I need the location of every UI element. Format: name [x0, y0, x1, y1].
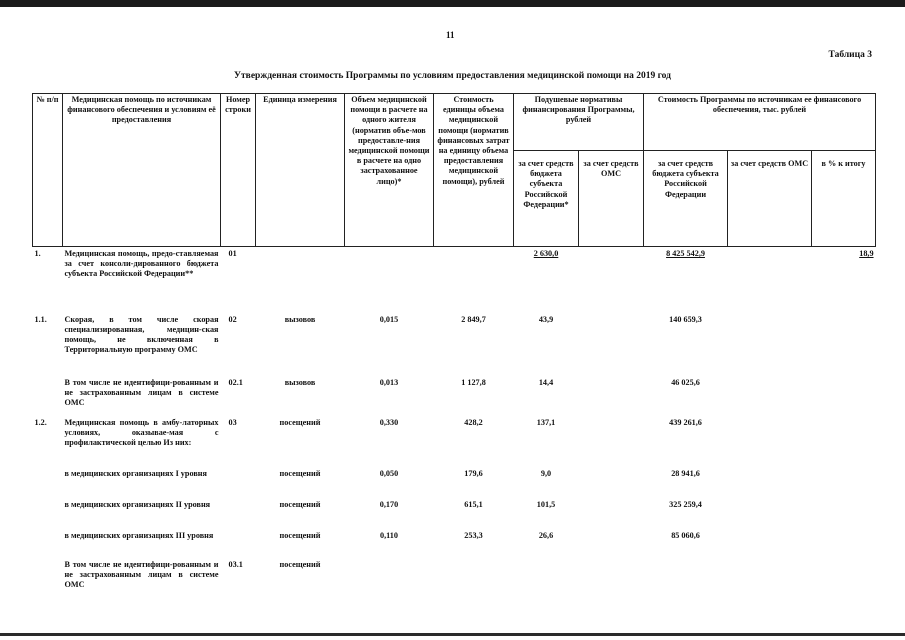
row-unit: посещений: [279, 417, 321, 427]
row-unit: посещений: [279, 499, 321, 509]
row-cost-budget: [644, 558, 728, 598]
row-cost-budget: 28 941,6: [671, 468, 700, 478]
row-unit: вызовов: [284, 314, 316, 324]
row-pc-budget: [514, 558, 579, 598]
row-volume: 0,110: [380, 530, 398, 540]
header-pc-oms: за счет средств ОМС: [579, 151, 644, 247]
header-unit-cost: Стоимость единицы объема медицинской помощи (норматив финансовых затрат на единицу объема предоставления медицинской помощи), рублей: [434, 94, 514, 247]
program-cost-table: [32, 93, 876, 598]
row-unit-cost: 428,2: [464, 417, 483, 427]
row-cost-oms: [728, 313, 812, 376]
row-unit: посещений: [279, 559, 321, 569]
row-unit-cost: 2 849,7: [461, 314, 486, 324]
table-label: Таблица 3: [828, 50, 872, 60]
row-pc-oms: [579, 376, 644, 416]
header-volume: Объем медицинской помощи в расчете на одного жителя (норматив объе-мов предоставле-ния медицинской помощи в расчете на одно застрахованное лицо)*: [345, 94, 434, 247]
row-cost-oms: [728, 376, 812, 416]
row-share: 18,9: [859, 249, 874, 258]
table-row: [33, 498, 876, 529]
row-name: Скорая, в том числе скорая специализированная, медицин-ская помощь, не включенная в Территориальную программу ОМС: [64, 314, 219, 355]
row-line: 01: [228, 249, 237, 258]
row-unit: посещений: [279, 530, 321, 540]
row-share: [812, 529, 876, 558]
row-volume: 0,170: [379, 499, 399, 509]
row-pc-oms: [579, 529, 644, 558]
row-cost-oms: [728, 529, 812, 558]
header-cost-budget: за счет средств бюджета субъекта Российской Федерации: [644, 151, 728, 247]
row-num: [33, 558, 63, 598]
row-pc-budget: 43,9: [538, 314, 554, 324]
header-num: № п/п: [33, 94, 63, 247]
row-pc-oms: [579, 558, 644, 598]
row-line: 03.1: [228, 559, 243, 569]
row-cost-budget: 85 060,6: [671, 530, 700, 540]
row-pc-budget: 137,1: [536, 417, 556, 427]
row-share: [812, 416, 876, 467]
row-volume: [345, 558, 434, 598]
row-num: [33, 467, 63, 498]
row-pc-budget: 14,4: [538, 377, 554, 387]
row-line: 02.1: [228, 377, 243, 387]
table-row: [33, 313, 876, 376]
row-cost-budget: 46 025,6: [671, 377, 700, 387]
row-unit-cost: 253,3: [464, 530, 483, 540]
row-share: [812, 498, 876, 529]
page-number: 11: [446, 30, 455, 40]
table-row: [33, 558, 876, 598]
row-cost-budget: 325 259,4: [669, 499, 702, 509]
row-unit: вызовов: [284, 377, 316, 387]
row-pc-oms: [579, 313, 644, 376]
row-unit: [256, 247, 345, 313]
row-cost-oms: [728, 247, 812, 313]
row-name: в медицинских организациях I уровня: [64, 468, 207, 478]
header-cost-share: в % к итогу: [812, 151, 876, 247]
row-share: [812, 376, 876, 416]
row-line: [221, 529, 256, 558]
row-share: [812, 313, 876, 376]
row-unit-cost: [434, 558, 514, 598]
row-volume: 0,015: [379, 314, 399, 324]
row-pc-budget: 26,6: [538, 530, 554, 540]
row-pc-oms: [579, 416, 644, 467]
table-row: [33, 467, 876, 498]
row-pc-oms: [579, 498, 644, 529]
table-row: [33, 376, 876, 416]
row-line: 02: [228, 314, 237, 324]
row-cost-oms: [728, 558, 812, 598]
row-share: [812, 558, 876, 598]
row-num: [33, 529, 63, 558]
row-num: [33, 498, 63, 529]
row-num: 1.1.: [34, 314, 47, 324]
table-row: [33, 529, 876, 558]
header-per-capita-group: Подушевые нормативы финансирования Программы, рублей: [514, 94, 644, 151]
row-name: Медицинская помощь в амбу-латорных условиях, оказывае-мая с профилактической целью Из них:: [64, 417, 219, 447]
header-unit: Единица измерения: [256, 94, 345, 247]
row-cost-oms: [728, 416, 812, 467]
row-line: [221, 467, 256, 498]
row-volume: 0,330: [379, 417, 399, 427]
row-num: 1.: [34, 249, 41, 258]
row-unit-cost: 1 127,8: [461, 377, 486, 387]
row-cost-budget: 140 659,3: [669, 314, 702, 324]
row-cost-oms: [728, 467, 812, 498]
row-name: Медицинская помощь, предо-ставляемая за счет консоли-дированного бюджета субъекта Российской Федерации**: [64, 249, 219, 279]
table-row: [33, 416, 876, 467]
row-name: в медицинских организациях III уровня: [64, 530, 214, 540]
row-cost-oms: [728, 498, 812, 529]
header-cost-oms: за счет средств ОМС: [728, 151, 812, 247]
row-volume: [345, 247, 434, 313]
header-cost-group: Стоимость Программы по источникам ее финансового обеспечения, тыс. рублей: [644, 94, 876, 151]
top-border-line: [0, 0, 905, 7]
row-cost-budget: 8 425 542,9: [666, 249, 705, 258]
table-row: [33, 247, 876, 313]
row-volume: 0,013: [379, 377, 399, 387]
row-pc-budget: 9,0: [540, 468, 552, 478]
bottom-border-line: [0, 633, 905, 636]
header-pc-budget: за счет средств бюджета субъекта Российской Федерации*: [514, 151, 579, 247]
row-num: [33, 376, 63, 416]
row-pc-budget: 2 630,0: [533, 249, 559, 258]
row-pc-oms: [579, 467, 644, 498]
row-volume: 0,050: [379, 468, 399, 478]
row-unit-cost: [434, 247, 514, 313]
row-name: В том числе не идентифици-рованным и не застрахованным лицам в системе ОМС: [64, 377, 219, 407]
row-name: в медицинских организациях II уровня: [64, 499, 211, 509]
row-pc-oms: [579, 247, 644, 313]
row-share: [812, 467, 876, 498]
row-cost-budget: 439 261,6: [669, 417, 702, 427]
row-unit: посещений: [279, 468, 321, 478]
row-line: 03: [228, 417, 237, 427]
row-unit-cost: 179,6: [464, 468, 483, 478]
row-unit-cost: 615,1: [464, 499, 483, 509]
document-title: Утвержденная стоимость Программы по условиям предоставления медицинской помощи на 2019 год: [234, 71, 671, 81]
row-num: 1.2.: [34, 417, 47, 427]
row-pc-budget: 101,5: [536, 499, 556, 509]
row-line: [221, 498, 256, 529]
header-name: Медицинская помощь по источникам финансового обеспечения и условиям её предоставления: [63, 94, 221, 247]
header-line: Номер строки: [221, 94, 256, 247]
row-name: В том числе не идентифици-рованным и не застрахованным лицам в системе ОМС: [64, 559, 219, 589]
